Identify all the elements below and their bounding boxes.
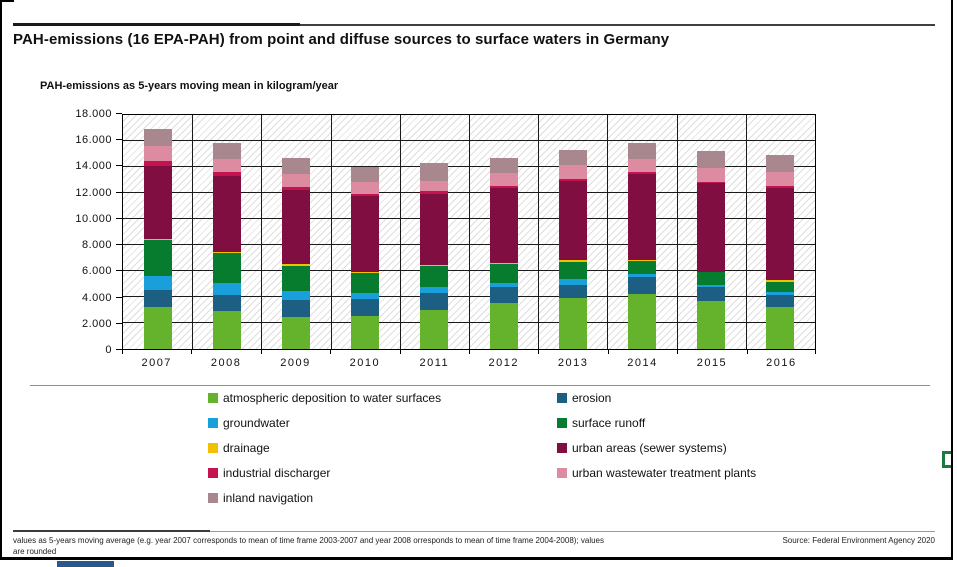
- legend-divider: [30, 385, 930, 386]
- footnote-line2: are rounded: [13, 547, 57, 556]
- y-tick-label: 10.000: [75, 212, 112, 225]
- legend-label: groundwater: [223, 416, 290, 430]
- segment-atmospheric-deposition-to-water-surfaces: [213, 311, 241, 349]
- segment-inland-navigation: [420, 163, 448, 181]
- segment-erosion: [144, 290, 172, 307]
- segment-erosion: [420, 293, 448, 310]
- page-border-left: [0, 0, 2, 560]
- bar-2015: [697, 115, 725, 349]
- gridline-v: [400, 115, 401, 349]
- right-edge-bracket-icon: [942, 451, 951, 468]
- segment-erosion: [213, 295, 241, 311]
- bar-2016: [766, 115, 794, 349]
- y-tick-label: 8.000: [81, 239, 112, 252]
- segment-urban-wastewater-treatment-plants: [282, 174, 310, 187]
- segment-urban-areas-sewer-systems: [213, 176, 241, 252]
- page-border-right: [951, 0, 953, 560]
- title-rule-right: [300, 24, 935, 26]
- segment-atmospheric-deposition-to-water-surfaces: [282, 317, 310, 349]
- segment-atmospheric-deposition-to-water-surfaces: [420, 310, 448, 349]
- footnote-line1: values as 5-years moving average (e.g. year 2007 corresponds to mean of time frame 2003-2007 and year 2008 orresponds to mean of time frame 2004-2008); values: [13, 536, 604, 545]
- segment-groundwater: [144, 276, 172, 290]
- y-tick-label: 6.000: [81, 265, 112, 278]
- legend-label: drainage: [223, 441, 270, 455]
- segment-atmospheric-deposition-to-water-surfaces: [351, 316, 379, 349]
- legend-item-groundwater: [208, 416, 557, 430]
- bottom-blue-mark: [57, 561, 114, 567]
- bar-2012: [490, 115, 518, 349]
- x-tick-mark: [191, 350, 192, 354]
- segment-urban-wastewater-treatment-plants: [490, 173, 518, 186]
- segment-urban-wastewater-treatment-plants: [559, 165, 587, 179]
- x-tick-mark: [815, 350, 816, 354]
- legend-item-erosion: [557, 391, 902, 405]
- source-credit: Source: Federal Environment Agency 2020: [782, 536, 935, 545]
- segment-urban-areas-sewer-systems: [628, 174, 656, 260]
- y-tick-label: 2.000: [81, 317, 112, 330]
- legend-item-inland-navigation: [208, 491, 557, 505]
- legend-item-drainage: [208, 441, 557, 455]
- gridline-v: [746, 115, 747, 349]
- x-tick-label: 2012: [488, 357, 519, 369]
- segment-urban-wastewater-treatment-plants: [144, 146, 172, 161]
- x-tick-mark: [400, 350, 401, 354]
- segment-urban-wastewater-treatment-plants: [766, 172, 794, 186]
- title-rule-left: [13, 23, 300, 26]
- segment-erosion: [766, 295, 794, 307]
- x-tick-label: 2010: [349, 357, 381, 369]
- segment-urban-areas-sewer-systems: [490, 188, 518, 263]
- segment-groundwater: [213, 283, 241, 295]
- x-tick-label: 2015: [696, 357, 728, 369]
- segment-urban-areas-sewer-systems: [559, 181, 587, 260]
- segment-urban-areas-sewer-systems: [697, 183, 725, 271]
- segment-surface-runoff: [766, 282, 794, 292]
- urban-wastewater-treatment-plants-swatch-icon: [557, 468, 567, 478]
- x-tick-mark: [469, 350, 470, 354]
- segment-inland-navigation: [697, 151, 725, 168]
- y-tick-label: 18.000: [75, 108, 112, 120]
- segment-inland-navigation: [628, 143, 656, 159]
- x-axis: [122, 357, 816, 369]
- legend-item-industrial-discharger: [208, 466, 557, 480]
- segment-urban-areas-sewer-systems: [351, 196, 379, 272]
- y-tick-label: 16.000: [75, 134, 112, 147]
- bar-2011: [420, 115, 448, 349]
- segment-atmospheric-deposition-to-water-surfaces: [697, 301, 725, 349]
- segment-erosion: [351, 299, 379, 316]
- groundwater-swatch-icon: [208, 418, 218, 428]
- page-title: PAH-emissions (16 EPA-PAH) from point and diffuse sources to surface waters in Germany: [13, 31, 670, 48]
- gridline-v: [607, 115, 608, 349]
- segment-urban-wastewater-treatment-plants: [351, 182, 379, 194]
- segment-erosion: [697, 287, 725, 301]
- x-axis-ticks: [122, 350, 816, 354]
- segment-urban-wastewater-treatment-plants: [628, 159, 656, 171]
- erosion-swatch-icon: [557, 393, 567, 403]
- segment-surface-runoff: [697, 272, 725, 284]
- legend-item-urban-wastewater-treatment-plants: [557, 466, 902, 480]
- segment-atmospheric-deposition-to-water-surfaces: [490, 303, 518, 349]
- legend-label: urban wastewater treatment plants: [572, 466, 757, 480]
- gridline-v: [261, 115, 262, 349]
- x-tick-mark: [677, 350, 678, 354]
- segment-erosion: [490, 287, 518, 303]
- x-tick-label: 2014: [627, 357, 658, 369]
- segment-atmospheric-deposition-to-water-surfaces: [559, 298, 587, 349]
- segment-erosion: [559, 285, 587, 299]
- segment-urban-wastewater-treatment-plants: [420, 181, 448, 191]
- segment-inland-navigation: [144, 129, 172, 146]
- segment-atmospheric-deposition-to-water-surfaces: [628, 294, 656, 349]
- y-tick-label: 14.000: [75, 160, 112, 173]
- segment-surface-runoff: [559, 262, 587, 280]
- segment-inland-navigation: [490, 158, 518, 173]
- footer-rule-right: [210, 531, 935, 532]
- drainage-swatch-icon: [208, 443, 218, 453]
- y-tick-label: 12.000: [75, 186, 112, 199]
- x-tick-mark: [330, 350, 331, 354]
- surface-runoff-swatch-icon: [557, 418, 567, 428]
- legend-label: atmospheric deposition to water surfaces: [223, 391, 442, 405]
- legend-label: urban areas (sewer systems): [572, 441, 727, 455]
- page-border-top-stub: [0, 0, 14, 2]
- x-tick-mark: [747, 350, 748, 354]
- x-tick-mark: [608, 350, 609, 354]
- urban-areas-sewer-systems-swatch-icon: [557, 443, 567, 453]
- bar-2010: [351, 115, 379, 349]
- y-tick-label: 4.000: [81, 291, 112, 304]
- plot-area: [122, 114, 816, 350]
- segment-urban-wastewater-treatment-plants: [213, 159, 241, 173]
- legend-label: surface runoff: [572, 416, 646, 430]
- segment-inland-navigation: [559, 150, 587, 166]
- legend-item-surface-runoff: [557, 416, 902, 430]
- gridline-v: [538, 115, 539, 349]
- gridline-v: [677, 115, 678, 349]
- segment-urban-areas-sewer-systems: [282, 190, 310, 263]
- atmospheric-deposition-to-water-surfaces-swatch-icon: [208, 393, 218, 403]
- segment-surface-runoff: [628, 261, 656, 274]
- page-border-bottom: [0, 557, 953, 560]
- bar-2013: [559, 115, 587, 349]
- x-tick-mark: [538, 350, 539, 354]
- segment-erosion: [282, 300, 310, 317]
- segment-inland-navigation: [351, 167, 379, 182]
- footer-rule-left: [13, 530, 210, 532]
- bar-2007: [144, 115, 172, 349]
- segment-urban-areas-sewer-systems: [144, 166, 172, 238]
- x-tick-label: 2009: [280, 357, 311, 369]
- segment-atmospheric-deposition-to-water-surfaces: [766, 307, 794, 349]
- gridline-v: [469, 115, 470, 349]
- x-tick-label: 2008: [210, 357, 242, 369]
- chart-subtitle: PAH-emissions as 5-years moving mean in kilogram/year: [40, 80, 339, 92]
- legend-label: industrial discharger: [223, 466, 331, 480]
- segment-surface-runoff: [351, 273, 379, 293]
- x-tick-label: 2013: [557, 357, 589, 369]
- legend-item-atmospheric-deposition-to-water-surfaces: [208, 391, 557, 405]
- legend-item-urban-areas-sewer-systems: [557, 441, 902, 455]
- bar-2008: [213, 115, 241, 349]
- bar-2009: [282, 115, 310, 349]
- gridline-v: [331, 115, 332, 349]
- segment-surface-runoff: [420, 266, 448, 287]
- segment-urban-areas-sewer-systems: [766, 188, 794, 280]
- segment-erosion: [628, 277, 656, 295]
- x-tick-mark: [122, 350, 123, 354]
- y-tick-label: 0: [105, 344, 112, 356]
- y-axis: [50, 108, 112, 356]
- segment-atmospheric-deposition-to-water-surfaces: [144, 307, 172, 349]
- segment-inland-navigation: [213, 143, 241, 159]
- segment-inland-navigation: [282, 158, 310, 174]
- segment-inland-navigation: [766, 155, 794, 172]
- x-tick-label: 2011: [419, 357, 450, 369]
- gridline-v: [192, 115, 193, 349]
- segment-urban-areas-sewer-systems: [420, 194, 448, 266]
- bar-2014: [628, 115, 656, 349]
- segment-groundwater: [282, 291, 310, 300]
- x-tick-label: 2007: [141, 357, 172, 369]
- inland-navigation-swatch-icon: [208, 493, 218, 503]
- segment-surface-runoff: [213, 253, 241, 284]
- x-tick-label: 2016: [766, 357, 797, 369]
- x-tick-mark: [261, 350, 262, 354]
- industrial-discharger-swatch-icon: [208, 468, 218, 478]
- legend-label: erosion: [572, 391, 612, 405]
- segment-surface-runoff: [144, 240, 172, 275]
- segment-urban-wastewater-treatment-plants: [697, 168, 725, 182]
- legend: [208, 391, 902, 505]
- segment-surface-runoff: [282, 266, 310, 291]
- segment-surface-runoff: [490, 264, 518, 283]
- legend-label: inland navigation: [223, 491, 314, 505]
